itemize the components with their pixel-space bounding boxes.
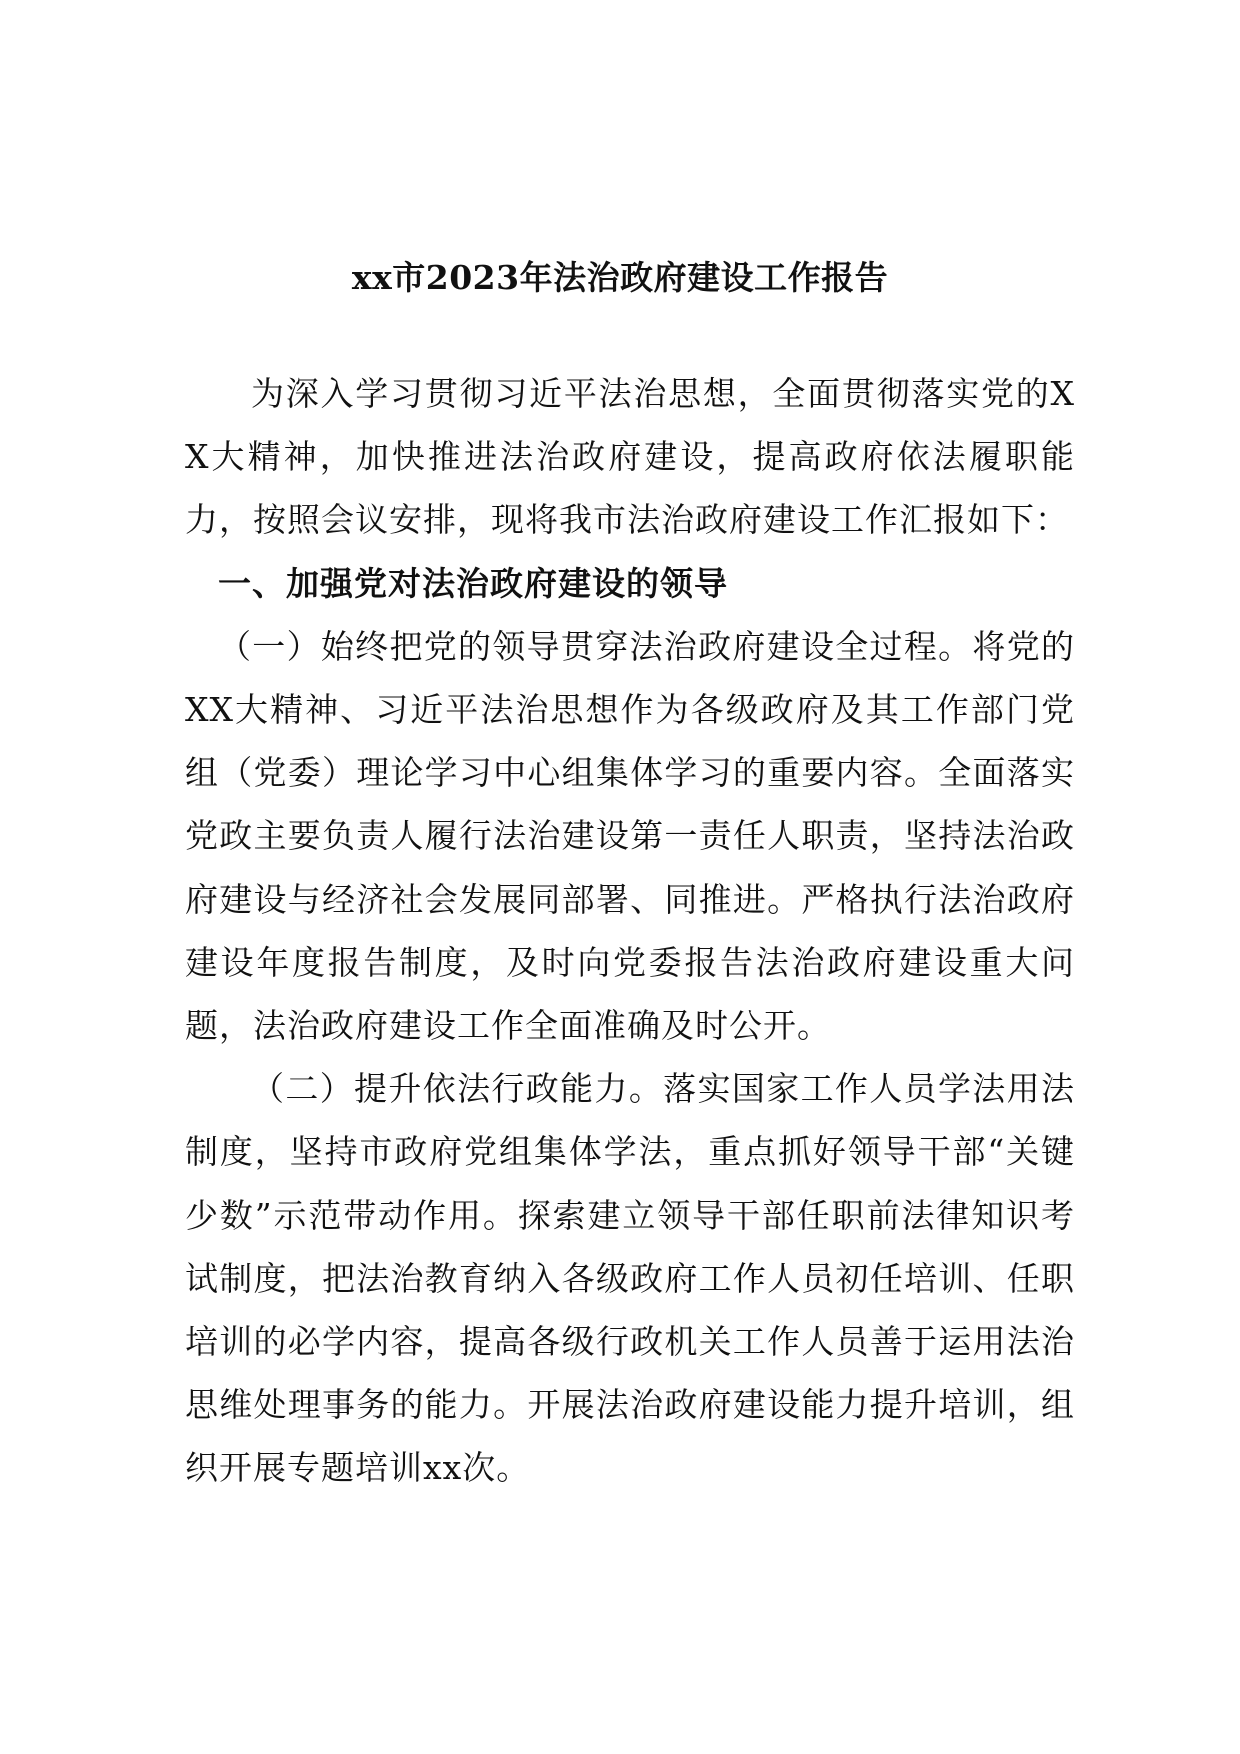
intro-paragraph: 为深入学习贯彻习近平法治思想，全面贯彻落实党的XX大精神，加快推进法治政府建设，提高政府依法履职能力，按照会议安排，现将我市法治政府建设工作汇报如下： bbox=[185, 374, 1075, 540]
section-1-item-1: （一）始终把党的领导贯穿法治政府建设全过程。将党的XX大精神、习近平法治思想作为各级政府及其工作部门党组（党委）理论学习中心组集体学习的重要内容。全面落实党政主要负责人履行法治建设第一责任人职责，坚持法治政府建设与经济社会发展同部署、同推进。严格执行法治政府建设年度报告制度，及时向党委报告法治政府建设重大问题，法治政府建设工作全面准确及时公开。 bbox=[185, 626, 1075, 1046]
section-heading-1: 一、加强党对法治政府建设的领导 bbox=[218, 563, 728, 603]
document-body bbox=[185, 362, 1075, 1500]
section-1-item-2: （二）提升依法行政能力。落实国家工作人员学法用法制度，坚持市政府党组集体学法，重点抓好领导干部“关键少数”示范带动作用。探索建立领导干部任职前法律知识考试制度，把法治教育纳入各级政府工作人员初任培训、任职培训的必学内容，提高各级行政机关工作人员善于运用法治思维处理事务的能力。开展法治政府建设能力提升培训，组织开展专题培训xx次。 bbox=[185, 1069, 1075, 1488]
document-title: xx市2023年法治政府建设工作报告 bbox=[351, 258, 889, 297]
